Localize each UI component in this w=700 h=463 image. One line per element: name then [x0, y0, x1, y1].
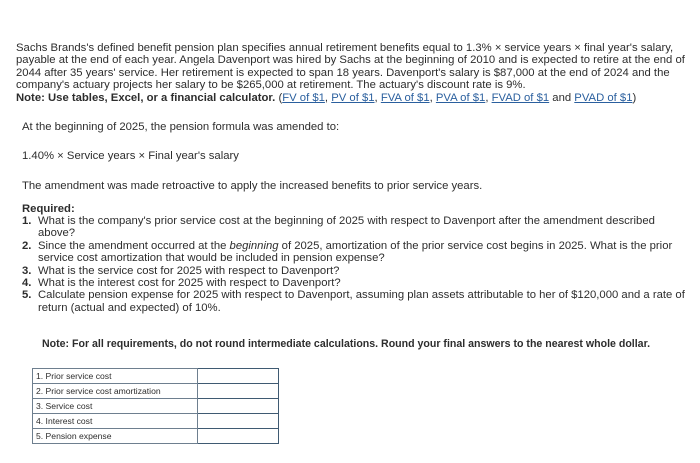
- table-row: [33, 384, 279, 399]
- answer-label: 2. Prior service cost amortization: [33, 384, 198, 399]
- required-item-5: 5. Calculate pension expense for 2025 with respect to Davenport, assuming plan assets attributable to her of $120,000 and a rate of return (actual and expected) of 10%.: [22, 289, 685, 314]
- link-pv-of-1[interactable]: PV of $1: [331, 91, 375, 104]
- required-item-2: 2. Since the amendment occurred at the beginning of 2025, amortization of the prior service cost begins in 2025. What is the prior service cost amortization that would be included in pension expense?: [22, 239, 673, 265]
- answer-label: 1. Prior service cost: [33, 369, 198, 384]
- table-row: [33, 399, 279, 414]
- pension-expense-input[interactable]: [198, 429, 278, 443]
- interest-cost-input[interactable]: [198, 414, 278, 428]
- amendment-intro: At the beginning of 2025, the pension formula was amended to:: [22, 121, 340, 133]
- link-pva-of-1[interactable]: PVA of $1: [435, 91, 486, 104]
- rounding-note: Note: For all requirements, do not round intermediate calculations. Round your final answers to the nearest whole dollar.: [42, 338, 651, 350]
- prior-service-cost-input[interactable]: [198, 369, 278, 383]
- required-title: Required:: [22, 203, 75, 215]
- answer-label: 5. Pension expense: [33, 429, 198, 444]
- required-item-1: 1. What is the company's prior service cost at the beginning of 2025 with respect to Davenport after the amendment described above?: [22, 215, 655, 240]
- problem-line: payable at the end of each year. Angela Davenport was hired by Sachs at the beginning of 2010 and is expected to retire at the end of: [16, 54, 685, 67]
- required-item-3: 3. What is the service cost for 2025 with respect to Davenport?: [22, 264, 340, 277]
- amendment-formula: 1.40% × Service years × Final year's salary: [22, 150, 239, 162]
- tables-note: Note: Use tables, Excel, or a financial calculator. (FV of $1, PV of $1, FVA of $1, PVA of $1, FVAD of $1 and PVAD of $1): [16, 91, 637, 104]
- problem-line: 2044 after 35 years' service. Her retirement is expected to span 18 years. Davenport's salary is $87,000 at the end of 2024 and the: [16, 66, 670, 79]
- problem-line: Sachs Brands's defined benefit pension plan specifies annual retirement benefits equal to 1.3% × service years × final year's salary,: [16, 42, 674, 54]
- required-item-4: 4. What is the interest cost for 2025 with respect to Davenport?: [22, 277, 341, 290]
- table-row: [33, 429, 279, 444]
- table-row: [33, 369, 279, 384]
- link-fvad-of-1[interactable]: FVAD of $1: [491, 91, 550, 104]
- problem-statement: [16, 42, 700, 104]
- link-fv-of-1[interactable]: FV of $1: [282, 91, 325, 104]
- table-row: [33, 414, 279, 429]
- link-pvad-of-1[interactable]: PVAD of $1: [574, 91, 633, 104]
- tables-note-label: Note: Use tables, Excel, or a financial calculator.: [16, 91, 276, 104]
- answer-label: 4. Interest cost: [33, 414, 198, 429]
- amendment-retroactive: The amendment was made retroactive to apply the increased benefits to prior service years.: [22, 180, 483, 192]
- link-fva-of-1[interactable]: FVA of $1: [380, 91, 430, 104]
- prior-service-cost-amortization-input[interactable]: [198, 384, 278, 398]
- service-cost-input[interactable]: [198, 399, 278, 413]
- answer-table: [32, 368, 279, 444]
- problem-line: company's actuary projects her salary to be $265,000 at retirement. The actuary's discount rate is 9%.: [16, 79, 526, 92]
- required-list: [22, 215, 685, 314]
- answer-label: 3. Service cost: [33, 399, 198, 414]
